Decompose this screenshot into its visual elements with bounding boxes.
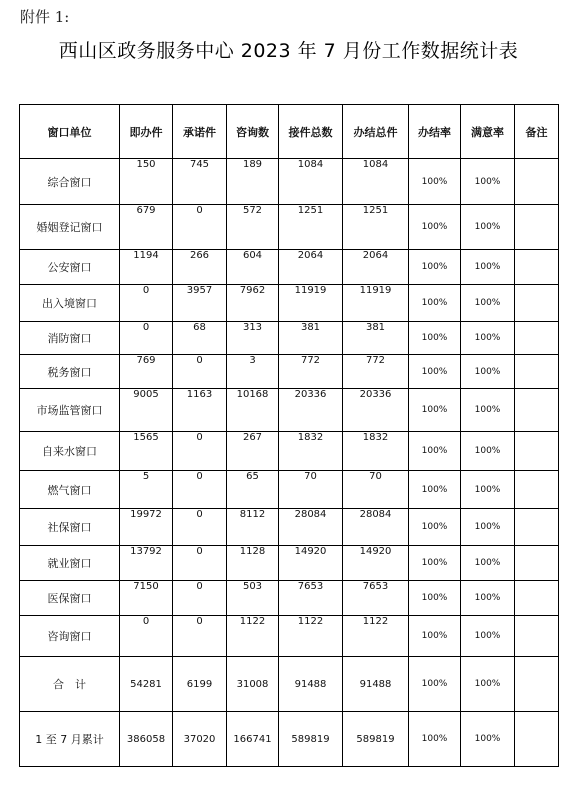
promised-cell: 0 [173, 581, 227, 616]
completed-cell: 1122 [343, 616, 409, 657]
note-cell [515, 389, 559, 432]
rate-cell: 100% [409, 355, 461, 389]
col-header-satisfaction: 满意率 [461, 105, 515, 159]
table-row [20, 616, 559, 657]
satisfaction-cell: 100% [461, 509, 515, 546]
completed-cell: 1832 [343, 432, 409, 471]
satisfaction-cell: 100% [461, 432, 515, 471]
window-name-cell: 出入境窗口 [20, 285, 120, 322]
satisfaction-cell: 100% [461, 581, 515, 616]
satisfaction-cell: 100% [461, 712, 515, 767]
table-row [20, 657, 559, 712]
satisfaction-cell: 100% [461, 616, 515, 657]
window-name-cell: 自来水窗口 [20, 432, 120, 471]
col-header-received: 接件总数 [279, 105, 343, 159]
completed-cell: 7653 [343, 581, 409, 616]
window-name-cell: 婚姻登记窗口 [20, 205, 120, 250]
consult-cell: 572 [227, 205, 279, 250]
table-row [20, 285, 559, 322]
window-name-cell: 医保窗口 [20, 581, 120, 616]
rate-cell: 100% [409, 250, 461, 285]
received-cell: 2064 [279, 250, 343, 285]
satisfaction-cell: 100% [461, 322, 515, 355]
window-name-cell: 市场监管窗口 [20, 389, 120, 432]
completed-cell: 91488 [343, 657, 409, 712]
col-header-consult: 咨询数 [227, 105, 279, 159]
completed-cell: 381 [343, 322, 409, 355]
consult-cell: 8112 [227, 509, 279, 546]
completed-cell: 11919 [343, 285, 409, 322]
consult-cell: 267 [227, 432, 279, 471]
consult-cell: 189 [227, 159, 279, 205]
promised-cell: 266 [173, 250, 227, 285]
received-cell: 28084 [279, 509, 343, 546]
rate-cell: 100% [409, 509, 461, 546]
rate-cell: 100% [409, 159, 461, 205]
consult-cell: 65 [227, 471, 279, 509]
promised-cell: 1163 [173, 389, 227, 432]
rate-cell: 100% [409, 322, 461, 355]
satisfaction-cell: 100% [461, 471, 515, 509]
rate-cell: 100% [409, 205, 461, 250]
table-row [20, 712, 559, 767]
window-name-cell: 税务窗口 [20, 355, 120, 389]
note-cell [515, 432, 559, 471]
consult-cell: 7962 [227, 285, 279, 322]
col-header-completed: 办结总件 [343, 105, 409, 159]
promised-cell: 6199 [173, 657, 227, 712]
page-title: 西山区政务服务中心 2023 年 7 月份工作数据统计表 [58, 40, 519, 62]
immediate-cell: 54281 [120, 657, 173, 712]
promised-cell: 0 [173, 616, 227, 657]
received-cell: 7653 [279, 581, 343, 616]
immediate-cell: 19972 [120, 509, 173, 546]
received-cell: 1084 [279, 159, 343, 205]
consult-cell: 10168 [227, 389, 279, 432]
consult-cell: 1128 [227, 546, 279, 581]
received-cell: 91488 [279, 657, 343, 712]
window-name-cell: 消防窗口 [20, 322, 120, 355]
satisfaction-cell: 100% [461, 546, 515, 581]
completed-cell: 14920 [343, 546, 409, 581]
promised-cell: 0 [173, 355, 227, 389]
table-row [20, 432, 559, 471]
consult-cell: 31008 [227, 657, 279, 712]
promised-cell: 0 [173, 205, 227, 250]
promised-cell: 745 [173, 159, 227, 205]
col-header-note: 备注 [515, 105, 559, 159]
rate-cell: 100% [409, 657, 461, 712]
immediate-cell: 0 [120, 285, 173, 322]
completed-cell: 28084 [343, 509, 409, 546]
note-cell [515, 616, 559, 657]
window-name-cell: 燃气窗口 [20, 471, 120, 509]
completed-cell: 1084 [343, 159, 409, 205]
promised-cell: 0 [173, 509, 227, 546]
rate-cell: 100% [409, 616, 461, 657]
immediate-cell: 9005 [120, 389, 173, 432]
satisfaction-cell: 100% [461, 250, 515, 285]
table-row [20, 509, 559, 546]
rate-cell: 100% [409, 581, 461, 616]
note-cell [515, 546, 559, 581]
table-row [20, 159, 559, 205]
satisfaction-cell: 100% [461, 355, 515, 389]
received-cell: 14920 [279, 546, 343, 581]
window-name-cell: 就业窗口 [20, 546, 120, 581]
rate-cell: 100% [409, 712, 461, 767]
col-header-immediate: 即办件 [120, 105, 173, 159]
promised-cell: 37020 [173, 712, 227, 767]
rate-cell: 100% [409, 546, 461, 581]
table-row [20, 205, 559, 250]
table-row [20, 389, 559, 432]
consult-cell: 166741 [227, 712, 279, 767]
note-cell [515, 205, 559, 250]
immediate-cell: 5 [120, 471, 173, 509]
table-row [20, 322, 559, 355]
immediate-cell: 0 [120, 616, 173, 657]
received-cell: 772 [279, 355, 343, 389]
immediate-cell: 769 [120, 355, 173, 389]
completed-cell: 20336 [343, 389, 409, 432]
consult-cell: 3 [227, 355, 279, 389]
consult-cell: 1122 [227, 616, 279, 657]
immediate-cell: 386058 [120, 712, 173, 767]
rate-cell: 100% [409, 389, 461, 432]
rate-cell: 100% [409, 471, 461, 509]
note-cell [515, 509, 559, 546]
window-name-cell: 综合窗口 [20, 159, 120, 205]
note-cell [515, 285, 559, 322]
note-cell [515, 250, 559, 285]
immediate-cell: 679 [120, 205, 173, 250]
note-cell [515, 322, 559, 355]
promised-cell: 3957 [173, 285, 227, 322]
received-cell: 1251 [279, 205, 343, 250]
immediate-cell: 1565 [120, 432, 173, 471]
note-cell [515, 471, 559, 509]
note-cell [515, 581, 559, 616]
note-cell [515, 712, 559, 767]
window-name-cell: 公安窗口 [20, 250, 120, 285]
table-row [20, 581, 559, 616]
satisfaction-cell: 100% [461, 159, 515, 205]
received-cell: 1122 [279, 616, 343, 657]
window-name-cell: 合 计 [20, 657, 120, 712]
completed-cell: 772 [343, 355, 409, 389]
received-cell: 70 [279, 471, 343, 509]
immediate-cell: 7150 [120, 581, 173, 616]
satisfaction-cell: 100% [461, 657, 515, 712]
col-header-promised: 承诺件 [173, 105, 227, 159]
completed-cell: 2064 [343, 250, 409, 285]
rate-cell: 100% [409, 285, 461, 322]
promised-cell: 0 [173, 546, 227, 581]
table-row [20, 355, 559, 389]
immediate-cell: 150 [120, 159, 173, 205]
received-cell: 11919 [279, 285, 343, 322]
table-header-row [20, 105, 559, 159]
attachment-label: 附件 1: [20, 8, 70, 26]
rate-cell: 100% [409, 432, 461, 471]
immediate-cell: 0 [120, 322, 173, 355]
received-cell: 381 [279, 322, 343, 355]
completed-cell: 70 [343, 471, 409, 509]
immediate-cell: 13792 [120, 546, 173, 581]
table-row [20, 250, 559, 285]
promised-cell: 0 [173, 432, 227, 471]
promised-cell: 0 [173, 471, 227, 509]
promised-cell: 68 [173, 322, 227, 355]
received-cell: 589819 [279, 712, 343, 767]
consult-cell: 604 [227, 250, 279, 285]
table-row [20, 471, 559, 509]
satisfaction-cell: 100% [461, 389, 515, 432]
satisfaction-cell: 100% [461, 205, 515, 250]
note-cell [515, 355, 559, 389]
note-cell [515, 159, 559, 205]
immediate-cell: 1194 [120, 250, 173, 285]
received-cell: 1832 [279, 432, 343, 471]
table-row [20, 546, 559, 581]
window-name-cell: 社保窗口 [20, 509, 120, 546]
window-name-cell: 咨询窗口 [20, 616, 120, 657]
received-cell: 20336 [279, 389, 343, 432]
completed-cell: 589819 [343, 712, 409, 767]
consult-cell: 313 [227, 322, 279, 355]
note-cell [515, 657, 559, 712]
satisfaction-cell: 100% [461, 285, 515, 322]
consult-cell: 503 [227, 581, 279, 616]
statistics-table [19, 104, 559, 767]
completed-cell: 1251 [343, 205, 409, 250]
window-name-cell: 1 至 7 月累计 [20, 712, 120, 767]
col-header-window: 窗口单位 [20, 105, 120, 159]
col-header-completion-rate: 办结率 [409, 105, 461, 159]
